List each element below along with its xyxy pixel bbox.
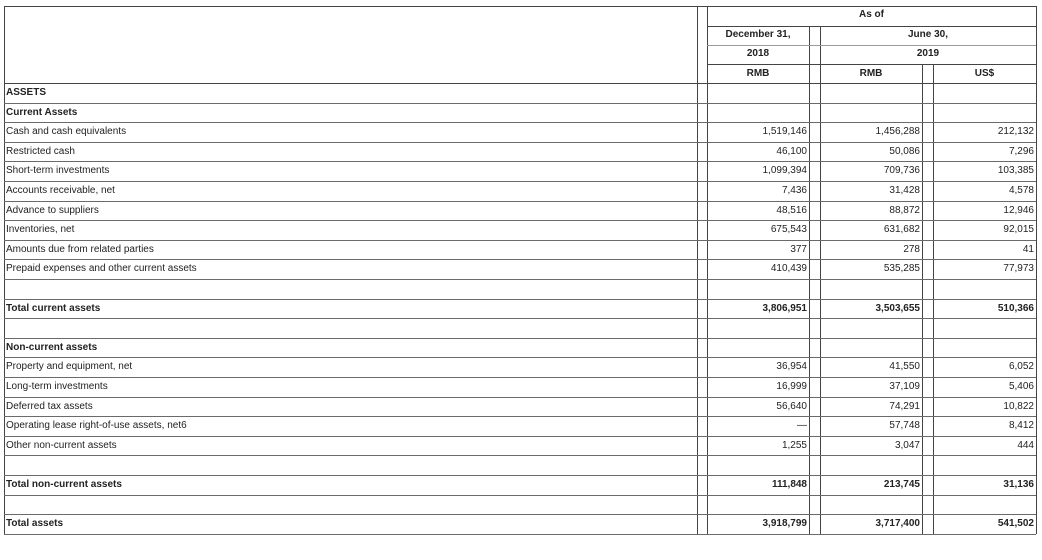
row-value-v3: 5,406 — [1008, 381, 1034, 392]
table-row-rule — [4, 357, 1036, 358]
table-header-rule — [4, 83, 1036, 84]
row-value-v1: 1,519,146 — [762, 126, 807, 138]
row-value-v2: 50,086 — [889, 145, 920, 157]
table-row-rule — [4, 338, 1036, 339]
table-row-rule — [4, 103, 1036, 104]
row-value-v2: 278 — [903, 243, 920, 255]
table-row-rule — [4, 436, 1036, 437]
row-value-v2: 41,550 — [889, 361, 920, 373]
row-value-v3: 103,385 — [997, 165, 1034, 177]
row-value-v2: 3,047 — [894, 439, 920, 451]
row-value-v3: 541,502 — [997, 518, 1034, 530]
row-value-v3: 510,366 — [997, 302, 1034, 314]
row-value-v1: — — [797, 420, 807, 432]
table-column-rule — [1036, 6, 1037, 534]
table-row-rule — [4, 220, 1036, 221]
table-header-rule — [707, 26, 1036, 27]
row-label: Prepaid expenses and other current assets — [6, 263, 197, 275]
table-row-rule — [4, 318, 1036, 319]
row-value-v2: 709,736 — [883, 165, 920, 177]
row-value-v3: 7,296 — [1008, 145, 1034, 157]
row-label: Total assets — [6, 518, 64, 530]
row-value-v3: 6,052 — [1008, 361, 1034, 373]
header-currency-usd: US$ — [974, 68, 995, 79]
row-value-v2: 37,109 — [889, 381, 920, 392]
row-value-v1: 410,439 — [770, 263, 807, 275]
row-label: Accounts receivable, net — [6, 185, 115, 196]
row-value-v1: 46,100 — [776, 145, 807, 157]
table-row-rule — [4, 495, 1036, 496]
row-label: Cash and cash equivalents — [6, 126, 127, 138]
row-value-v3: 77,973 — [1003, 263, 1034, 275]
row-label: Property and equipment, net — [6, 361, 133, 373]
row-label: Current Assets — [6, 106, 78, 118]
row-value-v1: 48,516 — [776, 204, 807, 216]
row-label: ASSETS — [6, 87, 47, 98]
row-value-v1: 7,436 — [781, 185, 807, 196]
row-value-v2: 3,717,400 — [875, 518, 920, 530]
row-value-v3: 31,136 — [1003, 479, 1034, 490]
table-row-rule — [4, 397, 1036, 398]
row-value-v3: 212,132 — [997, 126, 1034, 138]
row-label: Advance to suppliers — [6, 204, 99, 216]
row-label: Inventories, net — [6, 224, 75, 236]
header-june30: June 30, — [907, 29, 949, 40]
row-label: Amounts due from related parties — [6, 243, 154, 255]
row-value-v2: 57,748 — [889, 420, 920, 432]
row-value-v1: 3,806,951 — [762, 302, 807, 314]
row-label: Total non-current assets — [6, 479, 122, 490]
table-header-rule — [707, 64, 1036, 65]
row-value-v2: 31,428 — [889, 185, 920, 196]
row-label: Deferred tax assets — [6, 400, 93, 412]
row-value-v3: 41 — [1022, 243, 1034, 255]
table-row-rule — [4, 161, 1036, 162]
table-row-rule — [4, 122, 1036, 123]
row-value-v2: 3,503,655 — [875, 302, 920, 314]
row-value-v2: 1,456,288 — [875, 126, 920, 138]
row-value-v1: 377 — [790, 243, 807, 255]
row-value-v3: 4,578 — [1008, 185, 1034, 196]
row-value-v2: 74,291 — [889, 400, 920, 412]
table-row-rule — [4, 279, 1036, 280]
row-label: Operating lease right-of-use assets, net6 — [6, 420, 187, 432]
table-row-rule — [4, 259, 1036, 260]
row-value-v1: 56,640 — [776, 400, 807, 412]
row-label: Restricted cash — [6, 145, 75, 157]
row-label: Short-term investments — [6, 165, 110, 177]
table-row-rule — [4, 142, 1036, 143]
row-value-v3: 8,412 — [1008, 420, 1034, 432]
header-2018: 2018 — [746, 48, 770, 59]
row-label: Non-current assets — [6, 341, 98, 353]
row-value-v1: 3,918,799 — [762, 518, 807, 530]
row-value-v3: 92,015 — [1003, 224, 1034, 236]
table-header-rule — [4, 6, 1036, 7]
table-header-rule — [707, 45, 1036, 46]
row-value-v1: 1,099,394 — [762, 165, 807, 177]
table-row-rule — [4, 416, 1036, 417]
header-2019: 2019 — [916, 48, 940, 59]
row-value-v3: 444 — [1017, 439, 1034, 451]
table-row-rule — [4, 240, 1036, 241]
row-value-v1: 111,848 — [771, 479, 807, 490]
row-value-v2: 535,285 — [883, 263, 920, 275]
row-label: Total current assets — [6, 302, 101, 314]
table-row-rule — [4, 534, 1036, 535]
row-value-v2: 631,682 — [883, 224, 920, 236]
row-value-v1: 675,543 — [770, 224, 807, 236]
table-row-rule — [4, 201, 1036, 202]
table-row-rule — [4, 299, 1036, 300]
header-currency-rmb-1: RMB — [746, 68, 770, 79]
header-dec31: December 31, — [725, 29, 791, 40]
header-currency-rmb-2: RMB — [859, 68, 883, 79]
header-as-of: As of — [859, 9, 884, 20]
row-value-v1: 36,954 — [776, 361, 807, 373]
row-value-v1: 16,999 — [776, 381, 807, 392]
table-row-rule — [4, 181, 1036, 182]
row-label: Long-term investments — [6, 381, 108, 392]
row-value-v1: 1,255 — [781, 439, 807, 451]
row-value-v2: 213,745 — [883, 479, 920, 490]
table-row-rule — [4, 377, 1036, 378]
row-value-v3: 10,822 — [1003, 400, 1034, 412]
row-label: Other non-current assets — [6, 439, 117, 451]
row-value-v2: 88,872 — [889, 204, 920, 216]
table-row-rule — [4, 455, 1036, 456]
table-row-rule — [4, 514, 1036, 515]
table-row-rule — [4, 475, 1036, 476]
row-value-v3: 12,946 — [1003, 204, 1034, 216]
